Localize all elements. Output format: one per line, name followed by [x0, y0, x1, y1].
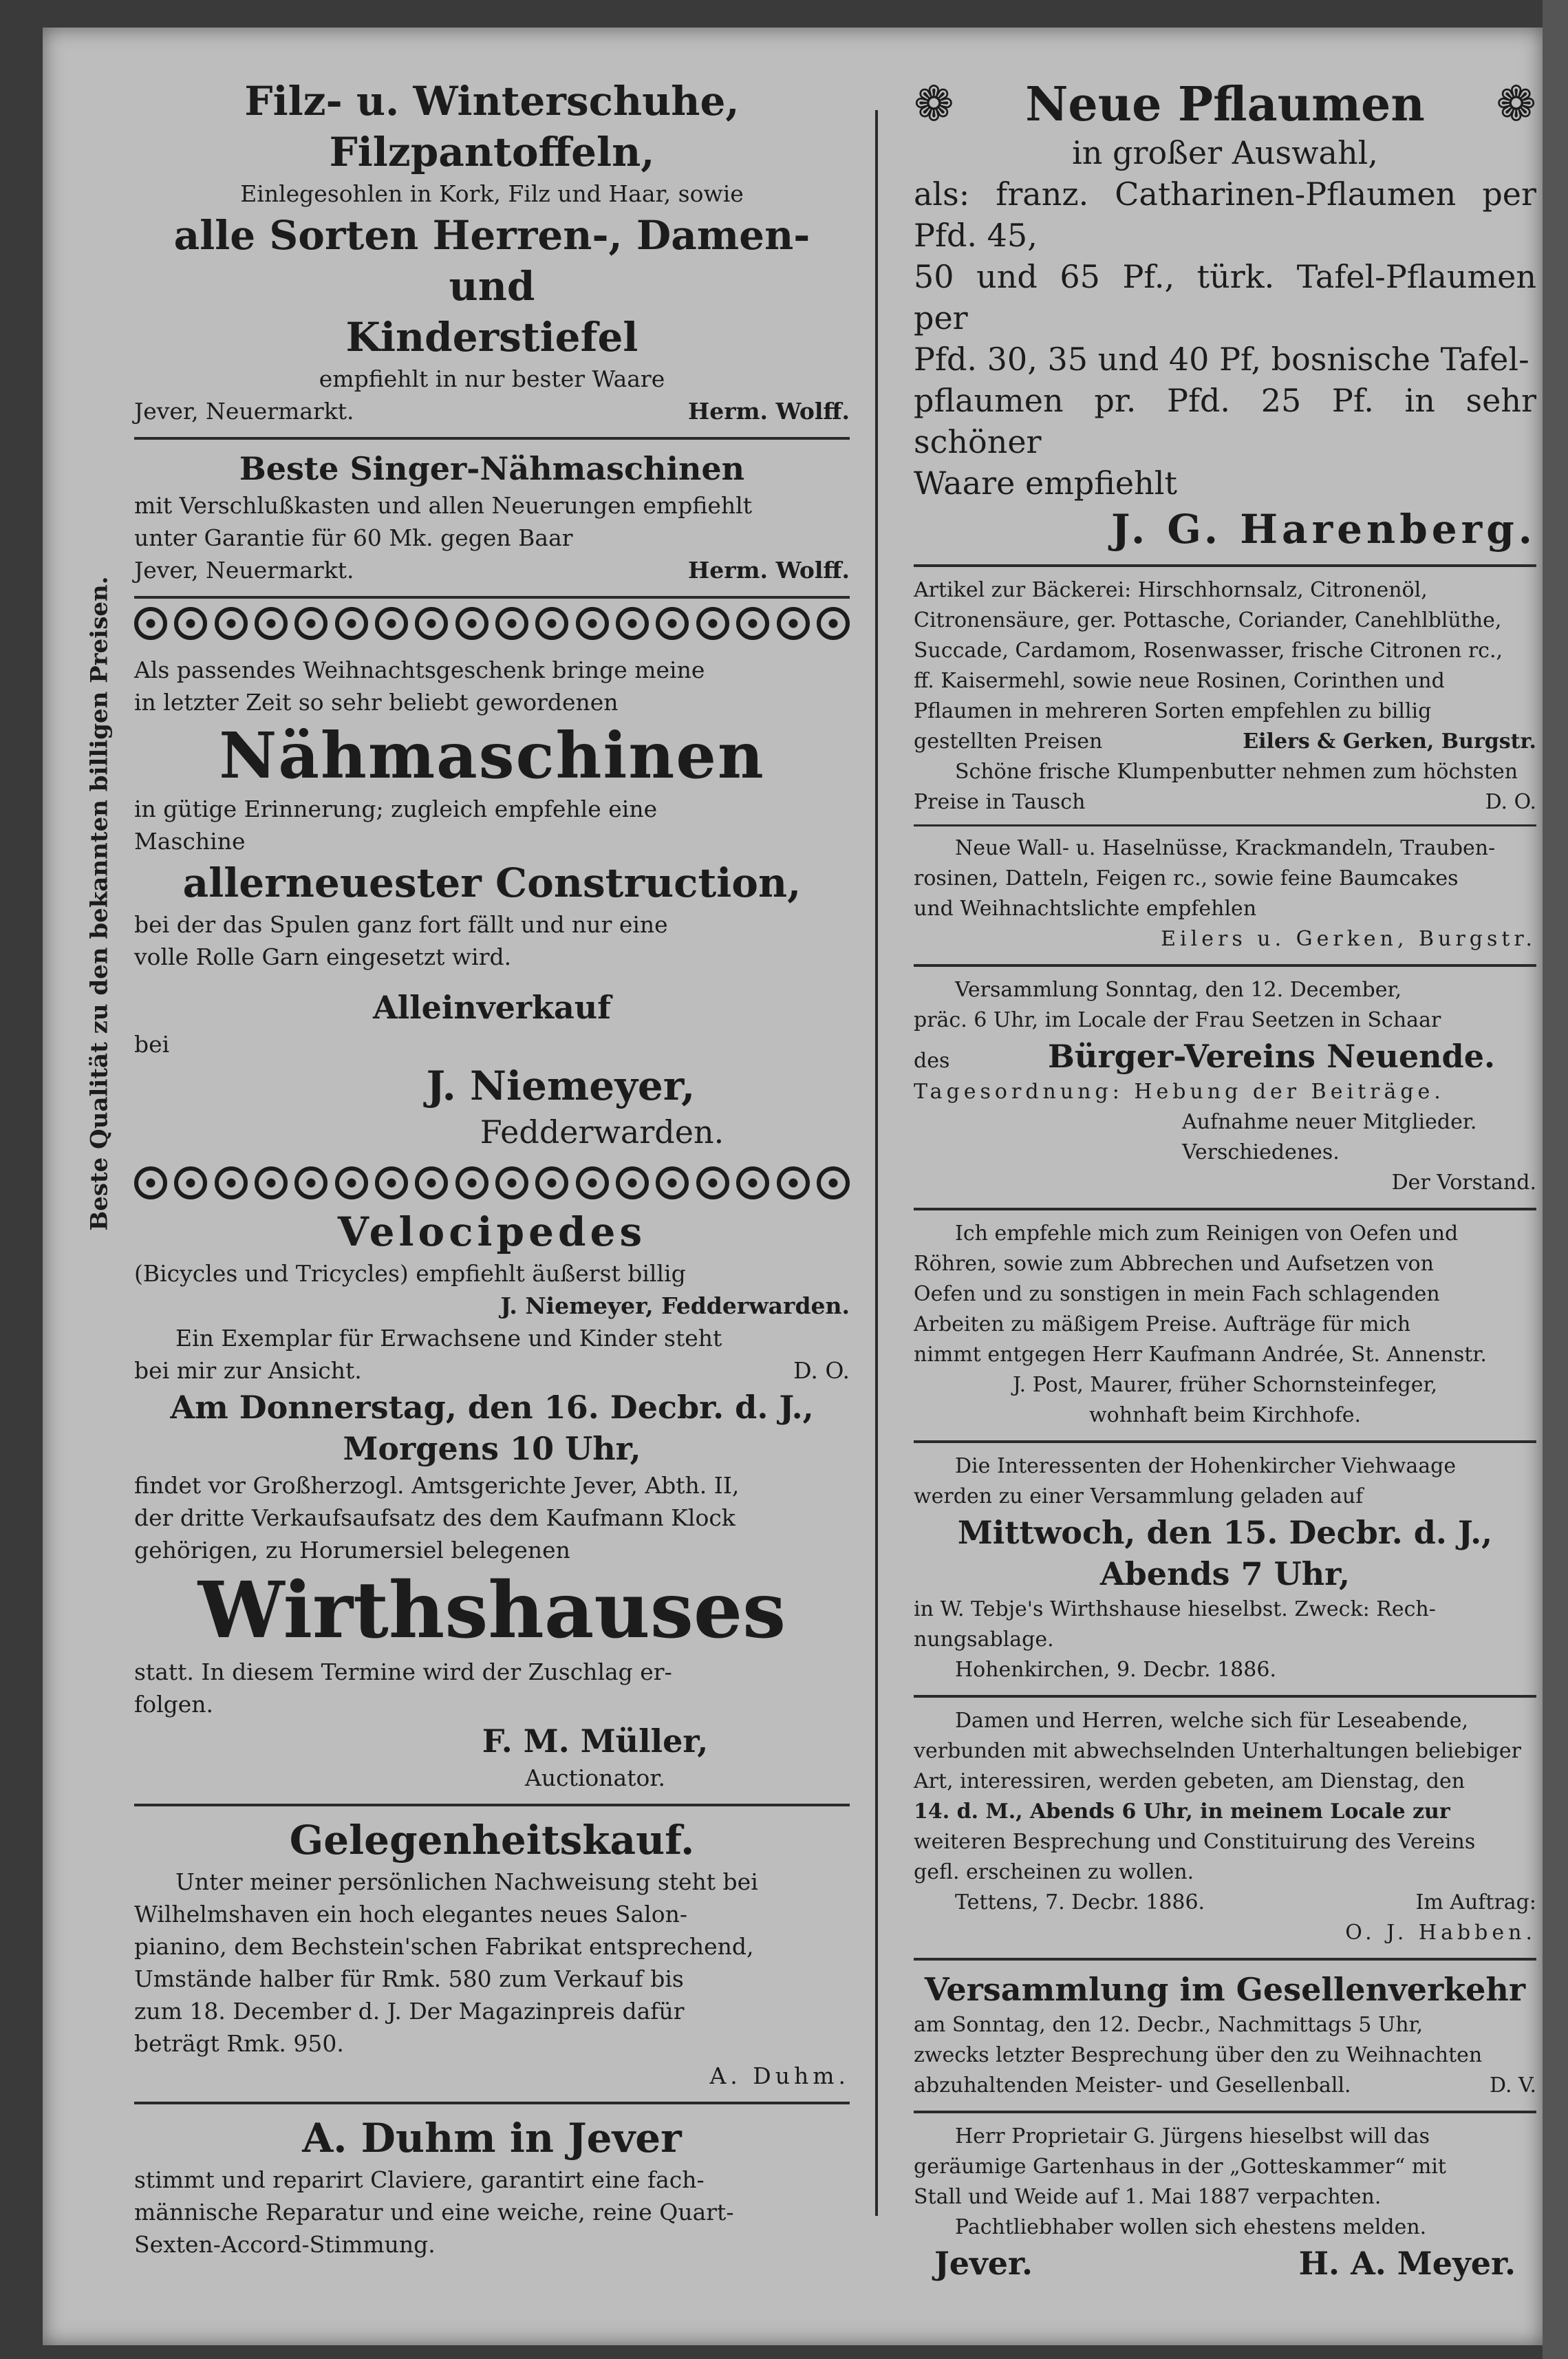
rule: [914, 1440, 1536, 1443]
ornament-circle-icon: [335, 607, 368, 640]
rule: [914, 1695, 1536, 1698]
ad-gelegen-line3: pianino, dem Bechstein'schen Fabrikat entsprechend,: [134, 1933, 754, 1960]
ornament-circle-icon: [535, 607, 568, 640]
ad-pflaumen-line5: pflaumen pr. Pfd. 25 Pf. in sehr schöner: [914, 382, 1536, 460]
ad-lese-name: O. J. Habben.: [1345, 1921, 1536, 1945]
ad-velo-footer: [134, 1354, 850, 1387]
ad-velo: [134, 1206, 850, 1387]
ornament-circle-icon: [535, 1166, 568, 1199]
ornament-circle-icon: [215, 607, 248, 640]
ad-nuesse-line1: Neue Wall- u. Haselnüsse, Krackmandeln, Trauben-: [955, 836, 1496, 860]
rule: [914, 964, 1536, 967]
ad-buerger-line4: Tagesordnung: Hebung der Beiträge.: [914, 1080, 1445, 1104]
ad-lese-line2: verbunden mit abwechselnden Unterhaltungen beliebiger: [914, 1739, 1521, 1763]
rule: [914, 1958, 1536, 1961]
ad-wirth-line7: folgen.: [134, 1691, 214, 1718]
ad-wirth-line5: gehörigen, zu Horumersiel belegenen: [134, 1537, 570, 1563]
ad-gesellen-footer: [914, 2071, 1536, 2101]
ad-gesellen-line2: zwecks letzter Besprechung über den zu Weihnachten: [914, 2043, 1483, 2067]
ad-filz: [134, 76, 850, 427]
ornament-circle-icon: [455, 1166, 488, 1199]
ornament-circle-icon: [696, 607, 729, 640]
ad-velo-line3: Ein Exemplar für Erwachsene und Kinder steht: [175, 1325, 722, 1352]
ad-baeckerei-line1: Artikel zur Bäckerei: Hirschhornsalz, Citronenöl,: [914, 578, 1428, 602]
ad-niemeyer-name: J. Niemeyer,: [426, 1063, 696, 1109]
ad-lese-footer: [914, 1888, 1536, 1918]
rule: [914, 564, 1536, 567]
ad-gesellen-title: Versammlung im Gesellenverkehr: [924, 1971, 1526, 2008]
ad-lese-line7: Tettens, 7. Decbr. 1886.: [955, 1890, 1205, 1914]
right-column: [914, 76, 1536, 2284]
ad-singer-line1: mit Verschlußkasten und allen Neuerungen empfiehlt: [134, 492, 752, 519]
ornament-circle-icon: [415, 1166, 448, 1199]
ornament-flower-icon: ❁: [914, 76, 954, 132]
ad-meyer-line3: Stall und Weide auf 1. Mai 1887 verpachten.: [914, 2185, 1382, 2209]
ad-velo-title: Velocipedes: [337, 1208, 647, 1255]
ornament-circle-icon: [656, 1166, 689, 1199]
ad-singer-title: Beste Singer-Nähmaschinen: [239, 450, 745, 487]
ornament-circle-icon: [134, 607, 167, 640]
ad-lese-line3: Art, interessiren, werden gebeten, am Dienstag, den: [914, 1769, 1465, 1793]
ad-filz-place: Jever, Neuermarkt.: [134, 398, 354, 425]
ad-pflaumen-name: J. G. Harenberg.: [1111, 506, 1536, 553]
ad-meyer-footer: [914, 2243, 1536, 2284]
ad-lese-line7r: Im Auftrag:: [1415, 1890, 1536, 1914]
ad-gelegen-line4: Umstände halber für Rmk. 580 zum Verkauf bis: [134, 1965, 684, 1992]
ad-gelegen-line2: Wilhelmshaven ein hoch elegantes neues Salon-: [134, 1901, 688, 1928]
ornament-circle-icon: [174, 607, 207, 640]
ad-post-line5: nimmt entgegen Herr Kaufmann Andrée, St. Annenstr.: [914, 1343, 1487, 1367]
ornament-circle-icon: [255, 1166, 288, 1199]
ad-wirth-title: Wirthshauses: [197, 1566, 786, 1656]
ad-buerger-line1: Versammlung Sonntag, den 12. December,: [955, 978, 1402, 1002]
rule: [134, 2102, 850, 2104]
ad-pflaumen-header: [914, 76, 1536, 132]
ornament-circle-icon: [174, 1166, 207, 1199]
ad-baeckerei-line8r: D. O.: [1485, 790, 1536, 814]
ad-filz-name: Herm. Wolff.: [688, 398, 850, 425]
ad-baeckerei-line2: Citronensäure, ger. Pottasche, Coriander, Canehlblüthe,: [914, 608, 1502, 632]
ad-baeckerei-line3: Succade, Cardamom, Rosenwasser, frische Citronen rc.,: [914, 639, 1503, 663]
ad-velo-line1: (Bicycles und Tricycles) empfiehlt äußerst billig: [134, 1260, 686, 1287]
ad-buerger-line6: Verschiedenes.: [1182, 1140, 1340, 1164]
ad-pflaumen-line3: 50 und 65 Pf., türk. Tafel-Pflaumen per: [914, 258, 1536, 337]
ad-baeckerei-line7: Schöne frische Klumpenbutter nehmen zum höchsten: [955, 760, 1518, 784]
ad-niemeyer-bei: bei: [134, 1031, 170, 1058]
ad-niemeyer: [86, 575, 850, 1231]
ornament-circle-icon: [817, 607, 850, 640]
ad-buerger-row: [914, 1036, 1536, 1077]
ad-gesellen: [914, 1969, 1536, 2101]
ad-filz-line2: Einlegesohlen in Kork, Filz und Haar, sowie: [240, 180, 744, 207]
ad-wirth-line1: Am Donnerstag, den 16. Decbr. d. J.,: [170, 1389, 814, 1426]
ad-niemeyer-line3: in gütige Erinnerung; zugleich empfehle eine: [134, 796, 658, 822]
ad-pflaumen-line6: Waare empfiehlt: [914, 465, 1177, 502]
ad-velo-line4: bei mir zur Ansicht.: [134, 1357, 362, 1384]
ornament-circle-icon: [495, 1166, 528, 1199]
ad-duhm-title: A. Duhm in Jever: [302, 2115, 682, 2161]
ornament-circle-icon: [134, 1166, 167, 1199]
ad-nuesse-name: Eilers u. Gerken, Burgstr.: [1161, 927, 1536, 951]
ad-post-line4: Arbeiten zu mäßigem Preise. Aufträge für mich: [914, 1312, 1411, 1336]
ad-meyer: [914, 2122, 1536, 2284]
ad-filz-line1: Filz- u. Winterschuhe, Filzpantoffeln,: [244, 78, 740, 175]
ad-lese-line1: Damen und Herren, welche sich für Leseabende,: [955, 1709, 1469, 1733]
ornament-circle-icon: [817, 1166, 850, 1199]
ornament-circle-icon: [736, 1166, 769, 1199]
ad-hohen-line3: Mittwoch, den 15. Decbr. d. J.,: [957, 1514, 1493, 1551]
ornament-circle-icon: [455, 607, 488, 640]
ad-duhm-line3: Sexten-Accord-Stimmung.: [134, 2231, 436, 2258]
ornament-flower-icon: ❁: [1496, 76, 1536, 132]
ad-baeckerei: [914, 575, 1536, 818]
ornament-circle-icon: [375, 607, 408, 640]
ad-post-line7: wohnhaft beim Kirchhofe.: [1088, 1403, 1362, 1427]
ad-filz-line5: empfiehlt in nur bester Waare: [319, 365, 665, 392]
ad-buerger-sign: Der Vorstand.: [1391, 1171, 1536, 1195]
ad-gelegen-name: A. Duhm.: [709, 2062, 850, 2089]
ad-filz-line3: alle Sorten Herren-, Damen- und: [173, 212, 810, 310]
ad-lese-line5: weiteren Besprechung und Constituirung des Vereins: [914, 1830, 1476, 1854]
ad-baeckerei-line4: ff. Kaisermehl, sowie neue Rosinen, Corinthen und: [914, 669, 1445, 693]
ad-singer-footer: [134, 554, 850, 586]
ad-meyer-place: Jever.: [934, 2245, 1033, 2282]
ad-post-line1: Ich empfehle mich zum Reinigen von Oefen und: [955, 1221, 1459, 1246]
ad-post-line2: Röhren, sowie zum Abbrechen und Aufsetzen von: [914, 1252, 1434, 1276]
ad-gesellen-line1: am Sonntag, den 12. Decbr., Nachmittags 5 Uhr,: [914, 2013, 1424, 2037]
ad-pflaumen-line4: Pfd. 30, 35 und 40 Pf, bosnische Tafel-: [914, 341, 1529, 378]
ad-filz-footer: [134, 395, 850, 427]
ad-niemeyer-title: Nähmaschinen: [219, 718, 765, 793]
ad-niemeyer-line2: in letzter Zeit so sehr beliebt gewordenen: [134, 689, 619, 716]
ad-pflaumen: [914, 76, 1536, 555]
ad-gelegen-line1: Unter meiner persönlichen Nachweisung steht bei: [175, 1868, 758, 1895]
ad-gesellen-line3: abzuhaltenden Meister- und Gesellenball.: [914, 2073, 1351, 2098]
ad-wirth-role: Auctionator.: [525, 1764, 665, 1791]
ad-meyer-line4: Pachtliebhaber wollen sich ehestens melden.: [955, 2215, 1427, 2239]
ad-filz-line4: Kinderstiefel: [345, 314, 638, 361]
ad-niemeyer-title3: Alleinverkauf: [373, 989, 611, 1026]
ornament-circle-icon: [576, 607, 609, 640]
ad-gelegen-line6: beträgt Rmk. 950.: [134, 2030, 344, 2057]
ornament-circle-icon: [294, 1166, 327, 1199]
ad-post-line3: Oefen und zu sonstigen in mein Fach schlagenden: [914, 1282, 1440, 1306]
rule: [134, 596, 850, 599]
ad-lese-line6: gefl. erscheinen zu wollen.: [914, 1860, 1194, 1884]
ad-lese: [914, 1706, 1536, 1948]
ad-gelegen-title: Gelegenheitskauf.: [289, 1817, 695, 1864]
rule: [134, 1804, 850, 1806]
ad-buerger-line2: präc. 6 Uhr, im Locale der Frau Seetzen in Schaar: [914, 1008, 1441, 1032]
ad-duhm: [134, 2113, 850, 2261]
ad-meyer-line1: Herr Proprietair G. Jürgens hieselbst will das: [955, 2124, 1430, 2148]
ad-baeckerei-line5: Pflaumen in mehreren Sorten empfehlen zu billig: [914, 699, 1432, 723]
ad-hohen-line6: nungsablage.: [914, 1627, 1054, 1652]
ad-niemeyer-place: Fedderwarden.: [480, 1113, 724, 1151]
ad-wirth-line2: Morgens 10 Uhr,: [343, 1430, 641, 1467]
rule: [134, 437, 850, 440]
ad-wirth-name: F. M. Müller,: [482, 1722, 709, 1760]
ad-meyer-name: H. A. Meyer.: [1298, 2245, 1516, 2282]
ornament-circle-icon: [656, 607, 689, 640]
ad-hohen-line2: werden zu einer Versammlung geladen auf: [914, 1484, 1364, 1508]
ad-nuesse-line3: und Weihnachtslichte empfehlen: [914, 897, 1257, 921]
ad-post: [914, 1219, 1536, 1431]
rule: [914, 1208, 1536, 1210]
ad-hohen-line5: in W. Tebje's Wirthshause hieselbst. Zweck: Rech-: [914, 1597, 1436, 1621]
ad-meyer-line2: geräumige Gartenhaus in der „Gotteskammer“ mit: [914, 2155, 1446, 2179]
ad-nuesse: [914, 833, 1536, 954]
ad-pflaumen-line2: als: franz. Catharinen-Pflaumen per Pfd. 45,: [914, 175, 1536, 254]
ad-baeckerei-footer: [914, 727, 1536, 757]
ad-hohen-line1: Die Interessenten der Hohenkircher Viehwaage: [955, 1454, 1457, 1478]
ad-niemeyer-title2: allerneuester Construction,: [182, 860, 802, 906]
ad-velo-line4r: D. O.: [793, 1357, 850, 1384]
ad-hohen-line4: Abends 7 Uhr,: [1099, 1555, 1351, 1592]
ad-singer-place: Jever, Neuermarkt.: [134, 557, 354, 584]
ornament-circle-icon: [696, 1166, 729, 1199]
ornament-circle-icon: [255, 607, 288, 640]
ad-gesellen-line3r: D. V.: [1489, 2073, 1536, 2098]
ad-buerger-title: Bürger-Vereins Neuende.: [1048, 1038, 1495, 1075]
ad-lese-line4: 14. d. M., Abends 6 Uhr, in meinem Locale zur: [914, 1800, 1450, 1824]
ornament-circle-icon: [777, 1166, 810, 1199]
rule: [914, 824, 1536, 826]
ad-niemeyer-line6: volle Rolle Garn eingesetzt wird.: [134, 943, 512, 970]
ad-duhm-line2: männische Reparatur und eine weiche, reine Quart-: [134, 2199, 734, 2225]
ornament-circle-icon: [415, 607, 448, 640]
rule: [914, 2111, 1536, 2113]
ad-niemeyer-line1: Als passendes Weihnachtsgeschenk bringe meine: [134, 657, 705, 683]
ad-singer: [134, 448, 850, 586]
ad-niemeyer-side-text: Beste Qualität zu den bekannten billigen Preisen.: [86, 575, 114, 1231]
ad-velo-line2: J. Niemeyer, Fedderwarden.: [500, 1292, 850, 1319]
ad-baeckerei-line8: Preise in Tausch: [914, 790, 1086, 814]
left-column: [86, 76, 850, 2261]
ornament-circle-icon: [616, 1166, 649, 1199]
ad-pflaumen-line1: in großer Auswahl,: [1072, 134, 1378, 171]
ad-wirth-line3: findet vor Großherzogl. Amtsgerichte Jever, Abth. II,: [134, 1472, 740, 1499]
ad-gelegen: [134, 1815, 850, 2092]
ad-duhm-line1: stimmt und reparirt Claviere, garantirt eine fach-: [134, 2166, 705, 2193]
ad-niemeyer-side: [79, 575, 120, 1231]
ad-singer-name: Herm. Wolff.: [688, 557, 850, 584]
ad-nuesse-line2: rosinen, Datteln, Feigen rc., sowie feine Baumcakes: [914, 866, 1459, 890]
ad-wirth-line6: statt. In diesem Termine wird der Zuschlag er-: [134, 1658, 672, 1685]
ad-hohen: [914, 1451, 1536, 1685]
ad-niemeyer-line4: Maschine: [134, 828, 246, 855]
ad-pflaumen-title: Neue Pflaumen: [1025, 77, 1425, 132]
ornament-circle-icon: [215, 1166, 248, 1199]
page-edge: [1543, 0, 1568, 2359]
ornament-circle-icon: [375, 1166, 408, 1199]
ad-wirth-line4: der dritte Verkaufsaufsatz des dem Kaufmann Klock: [134, 1504, 735, 1531]
ornament-circle-icon: [777, 607, 810, 640]
ad-wirth: [134, 1387, 850, 1794]
ad-baeckerei-footer2: [914, 787, 1536, 818]
ad-hohen-line7: Hohenkirchen, 9. Decbr. 1886.: [955, 1658, 1276, 1682]
ad-baeckerei-line6r: Eilers & Gerken, Burgstr.: [1243, 729, 1536, 754]
ad-gelegen-line5: zum 18. December d. J. Der Magazinpreis dafür: [134, 1998, 685, 2025]
ad-buerger-line5: Aufnahme neuer Mitglieder.: [1182, 1110, 1477, 1134]
ornament-border-bottom: [134, 1166, 850, 1199]
ad-singer-line2: unter Garantie für 60 Mk. gegen Baar: [134, 524, 573, 551]
ad-buerger: [914, 975, 1536, 1198]
ad-post-line6: J. Post, Maurer, früher Schornsteinfeger,: [1012, 1373, 1438, 1397]
ornament-circle-icon: [576, 1166, 609, 1199]
column-divider: [875, 110, 878, 2216]
ornament-circle-icon: [335, 1166, 368, 1199]
ornament-circle-icon: [736, 607, 769, 640]
ornament-circle-icon: [294, 607, 327, 640]
ad-buerger-des: des: [914, 1049, 950, 1073]
ad-niemeyer-line5: bei der das Spulen ganz fort fällt und nur eine: [134, 911, 668, 938]
ornament-border-top: [134, 607, 850, 640]
ornament-circle-icon: [495, 607, 528, 640]
ornament-circle-icon: [616, 607, 649, 640]
ad-baeckerei-line6: gestellten Preisen: [914, 729, 1103, 754]
